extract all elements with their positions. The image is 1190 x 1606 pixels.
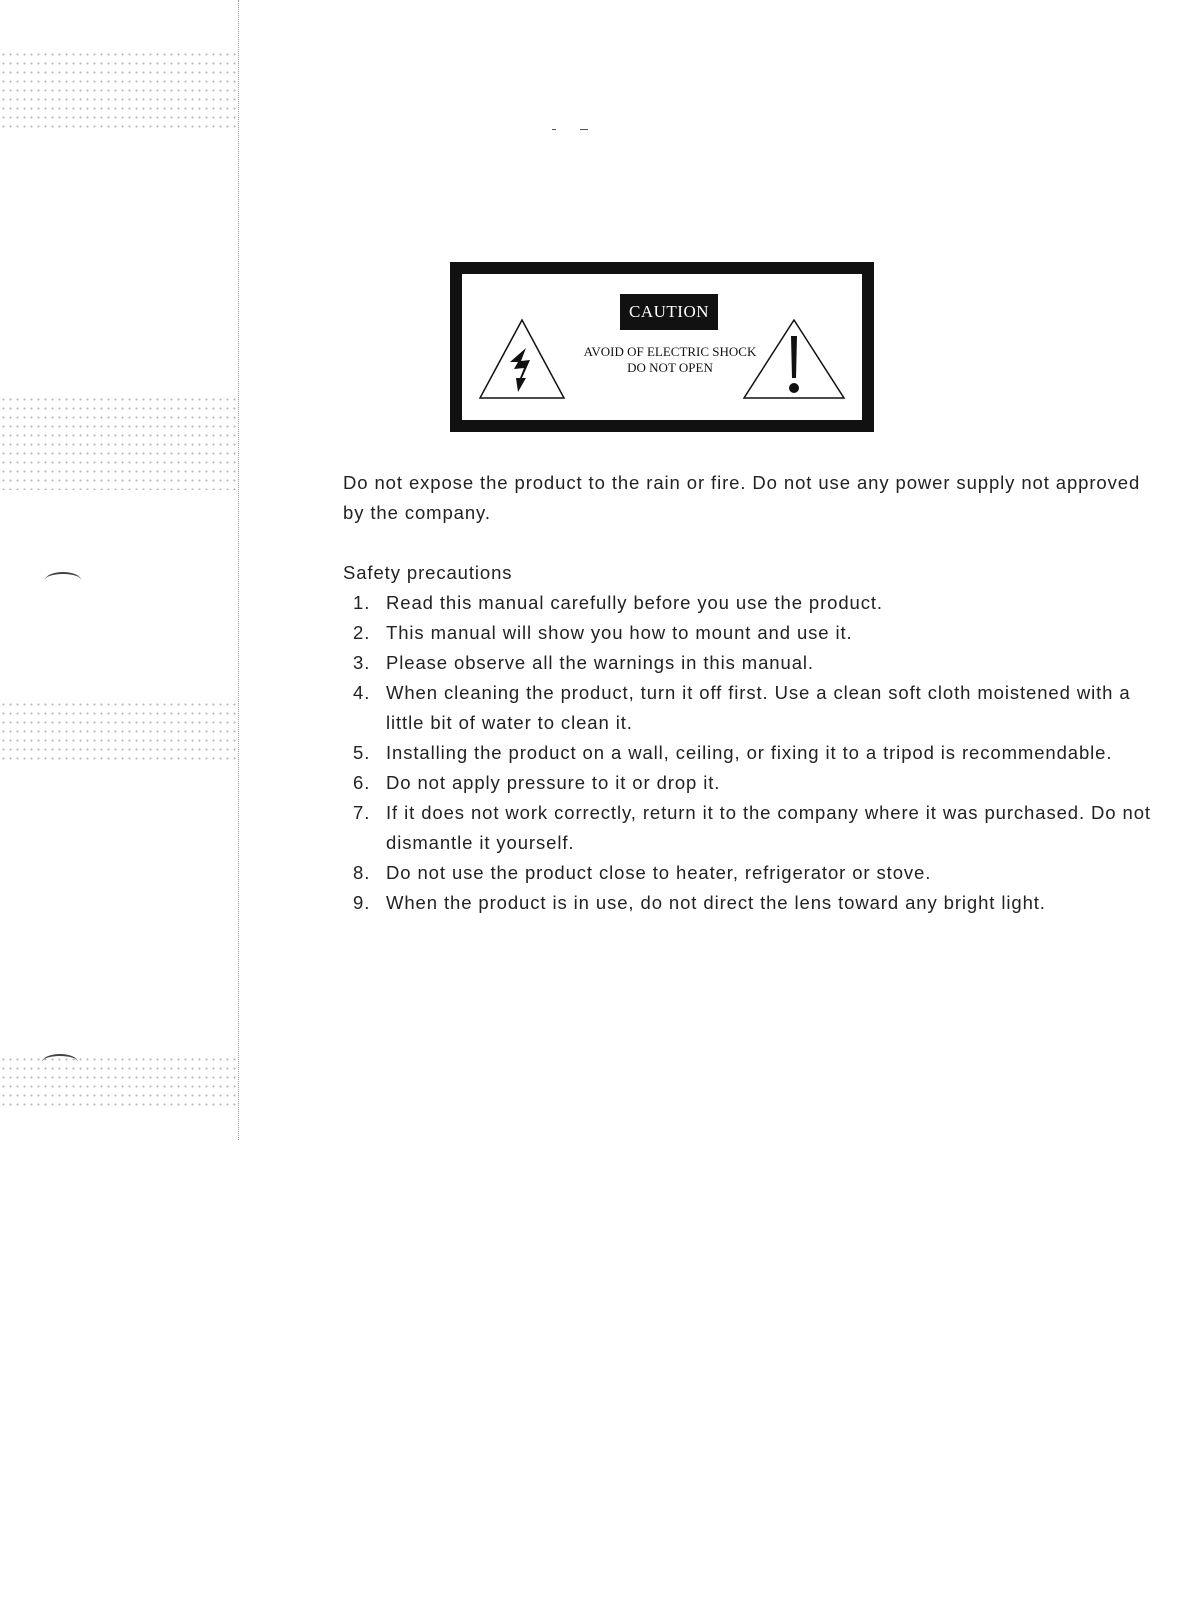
item-text: Do not apply pressure to it or drop it. — [386, 772, 721, 793]
item-number: 6. — [353, 772, 371, 793]
caution-badge: CAUTION — [620, 294, 718, 330]
scan-speckle — [0, 395, 240, 490]
scan-speckle — [0, 1055, 240, 1110]
item-text: Please observe all the warnings in this manual. — [386, 652, 814, 673]
list-item — [343, 888, 1163, 918]
item-number: 4. — [353, 682, 371, 703]
safety-title: Safety precautions — [343, 562, 513, 583]
list-item — [343, 588, 1163, 618]
item-text: Read this manual carefully before you use the product. — [386, 592, 883, 613]
scan-arc-mark — [42, 1054, 78, 1070]
scan-dash — [580, 129, 588, 130]
scan-speckle — [0, 700, 240, 765]
scan-dash — [552, 129, 556, 130]
item-number: 9. — [353, 892, 371, 913]
item-number: 5. — [353, 742, 371, 763]
item-number: 3. — [353, 652, 371, 673]
list-item — [343, 678, 1163, 738]
item-number: 8. — [353, 862, 371, 883]
item-text: Do not use the product close to heater, refrigerator or stove. — [386, 862, 932, 883]
item-number: 7. — [353, 802, 371, 823]
list-item — [343, 768, 1163, 798]
item-text: When cleaning the product, turn it off first. Use a clean soft cloth moistened with a little bit of water to clean it. — [386, 682, 1131, 733]
item-text: When the product is in use, do not direct the lens toward any bright light. — [386, 892, 1046, 913]
caution-label-inner — [462, 274, 862, 420]
item-number: 2. — [353, 622, 371, 643]
item-text: Installing the product on a wall, ceiling, or fixing it to a tripod is recommendable. — [386, 742, 1113, 763]
list-item — [343, 798, 1163, 858]
list-item — [343, 738, 1163, 768]
exclamation-warning-icon — [742, 318, 846, 400]
list-item — [343, 858, 1163, 888]
intro-paragraph: Do not expose the product to the rain or fire. Do not use any power supply not approved by the company. — [343, 472, 1141, 523]
item-text: This manual will show you how to mount and use it. — [386, 622, 853, 643]
caution-line-1: AVOID OF ELECTRIC SHOCK — [583, 344, 757, 359]
list-item — [343, 648, 1163, 678]
safety-list — [343, 588, 1163, 918]
caution-line-2: DO NOT OPEN — [627, 360, 713, 375]
item-text: If it does not work correctly, return it to the company where it was purchased. Do not dismantle it yourself. — [386, 802, 1151, 853]
caution-label — [450, 262, 874, 432]
scan-margin-line — [238, 0, 239, 1140]
scan-arc-mark — [45, 572, 81, 588]
scan-speckle — [0, 50, 240, 130]
item-number: 1. — [353, 592, 371, 613]
list-item — [343, 618, 1163, 648]
